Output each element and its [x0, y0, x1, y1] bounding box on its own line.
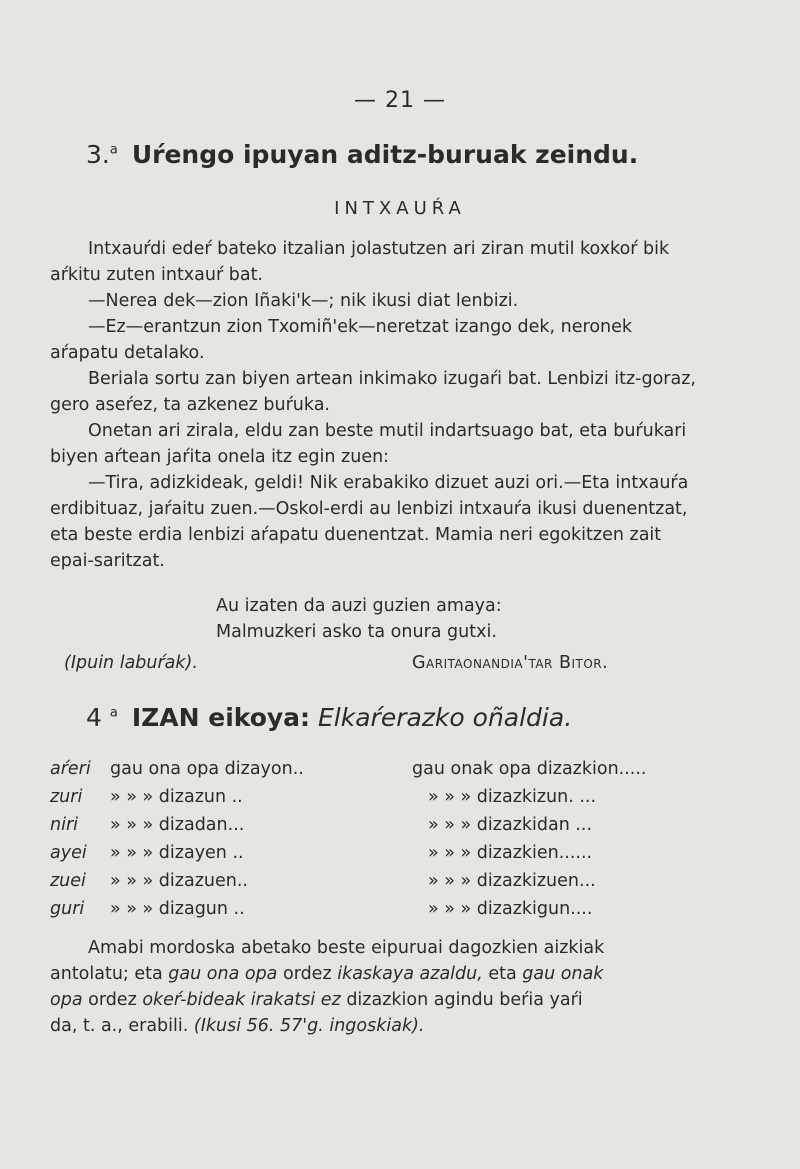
exercise-line-3: opa ordez okeŕ-bideak irakatsi ez dizazkion agindu beŕia yaŕi: [50, 990, 583, 1010]
section-4-subtitle: Elkaŕerazko oñaldia.: [318, 703, 573, 732]
paragraph-2: —Nerea dek—zion Iñaki'k—; nik ikusi diat lenbizi.: [88, 291, 519, 311]
conj-right-form: gau onak opa dizazkion.....: [412, 759, 647, 779]
section-3-heading: [86, 140, 638, 169]
paragraph-6: —Tira, adizkideak, geldi! Nik erabakiko dizuet auzi ori.—Eta intxauŕa erdibituaz, jaŕaitu zuen.—Oskol-erdi au lenbizi intxauŕa ikusi duenentzat, eta beste erdia lenbizi aŕapatu duenentzat. Mamia neri egokitzen zait epai-saritzat.: [50, 473, 689, 571]
paragraph-1: Intxauŕdi edeŕ bateko itzalian jolastutzen ari ziran mutil koxkoŕ bik aŕkitu zuten intxauŕ bat.: [50, 239, 670, 285]
section-4-number: 4 $^a$: [86, 703, 118, 732]
author-name: Garitaonandia'tar Bitor.: [412, 653, 609, 673]
conj-right-form: » » » dizazkizuen...: [428, 871, 596, 891]
section-3-title: Uŕengo ipuyan aditz-buruak zeindu.: [131, 140, 639, 169]
paragraph-3: —Ez—erantzun zion Txomiñ'ek—neretzat izango dek, neronek aŕapatu detalako.: [50, 317, 633, 363]
moral-line-2: Malmuzkeri asko ta onura gutxi.: [216, 622, 497, 642]
conj-pronoun: zuei: [50, 871, 86, 891]
conj-right-form: » » » dizazkigun....: [428, 899, 593, 919]
conj-right-form: » » » dizazkidan ...: [428, 815, 593, 835]
moral-line-1: Au izaten da auzi guzien amaya:: [216, 596, 502, 616]
conj-left-form: » » » dizazun ..: [110, 787, 243, 807]
paragraph-4: Beriala sortu zan biyen artean inkimako izugaŕi bat. Lenbizi itz-goraz, gero aseŕez, ta azkenez buŕuka.: [50, 369, 696, 415]
source-citation: (Ipuin labuŕak).: [64, 653, 198, 673]
section-4-heading: [86, 703, 572, 732]
conj-left-form: » » » dizagun ..: [110, 899, 245, 919]
exercise-line-1: Amabi mordoska abetako beste eipuruai dagozkien aizkiak: [88, 938, 605, 958]
conj-pronoun: ayei: [50, 843, 87, 863]
conj-pronoun: zuri: [50, 787, 83, 807]
story-title: INTXAUŔA: [334, 198, 466, 219]
section-4-title: IZAN eikoya:: [131, 703, 311, 732]
conj-left-form: » » » dizayen ..: [110, 843, 244, 863]
conj-right-form: » » » dizazkien......: [428, 843, 593, 863]
conj-pronoun: guri: [50, 899, 85, 919]
conj-left-form: gau ona opa dizayon..: [110, 759, 304, 779]
conj-pronoun: aŕeri: [50, 759, 91, 779]
conj-right-form: » » » dizazkizun. ...: [428, 787, 597, 807]
conj-left-form: » » » dizadan...: [110, 815, 245, 835]
paragraph-5: Onetan ari zirala, eldu zan beste mutil indartsuago bat, eta buŕukari biyen aŕtean jaŕita onela itz egin zuen:: [50, 421, 687, 467]
conj-left-form: » » » dizazuen..: [110, 871, 248, 891]
conj-pronoun: niri: [50, 815, 79, 835]
page-number: — 21 —: [354, 88, 446, 113]
exercise-line-4: da, t. a., erabili. (Ikusi 56. 57'g. ingoskiak).: [50, 1016, 425, 1036]
exercise-line-2: antolatu; eta gau ona opa ordez ikaskaya azaldu, eta gau onak: [50, 964, 604, 984]
section-3-number: 3.$^a$: [86, 140, 118, 169]
